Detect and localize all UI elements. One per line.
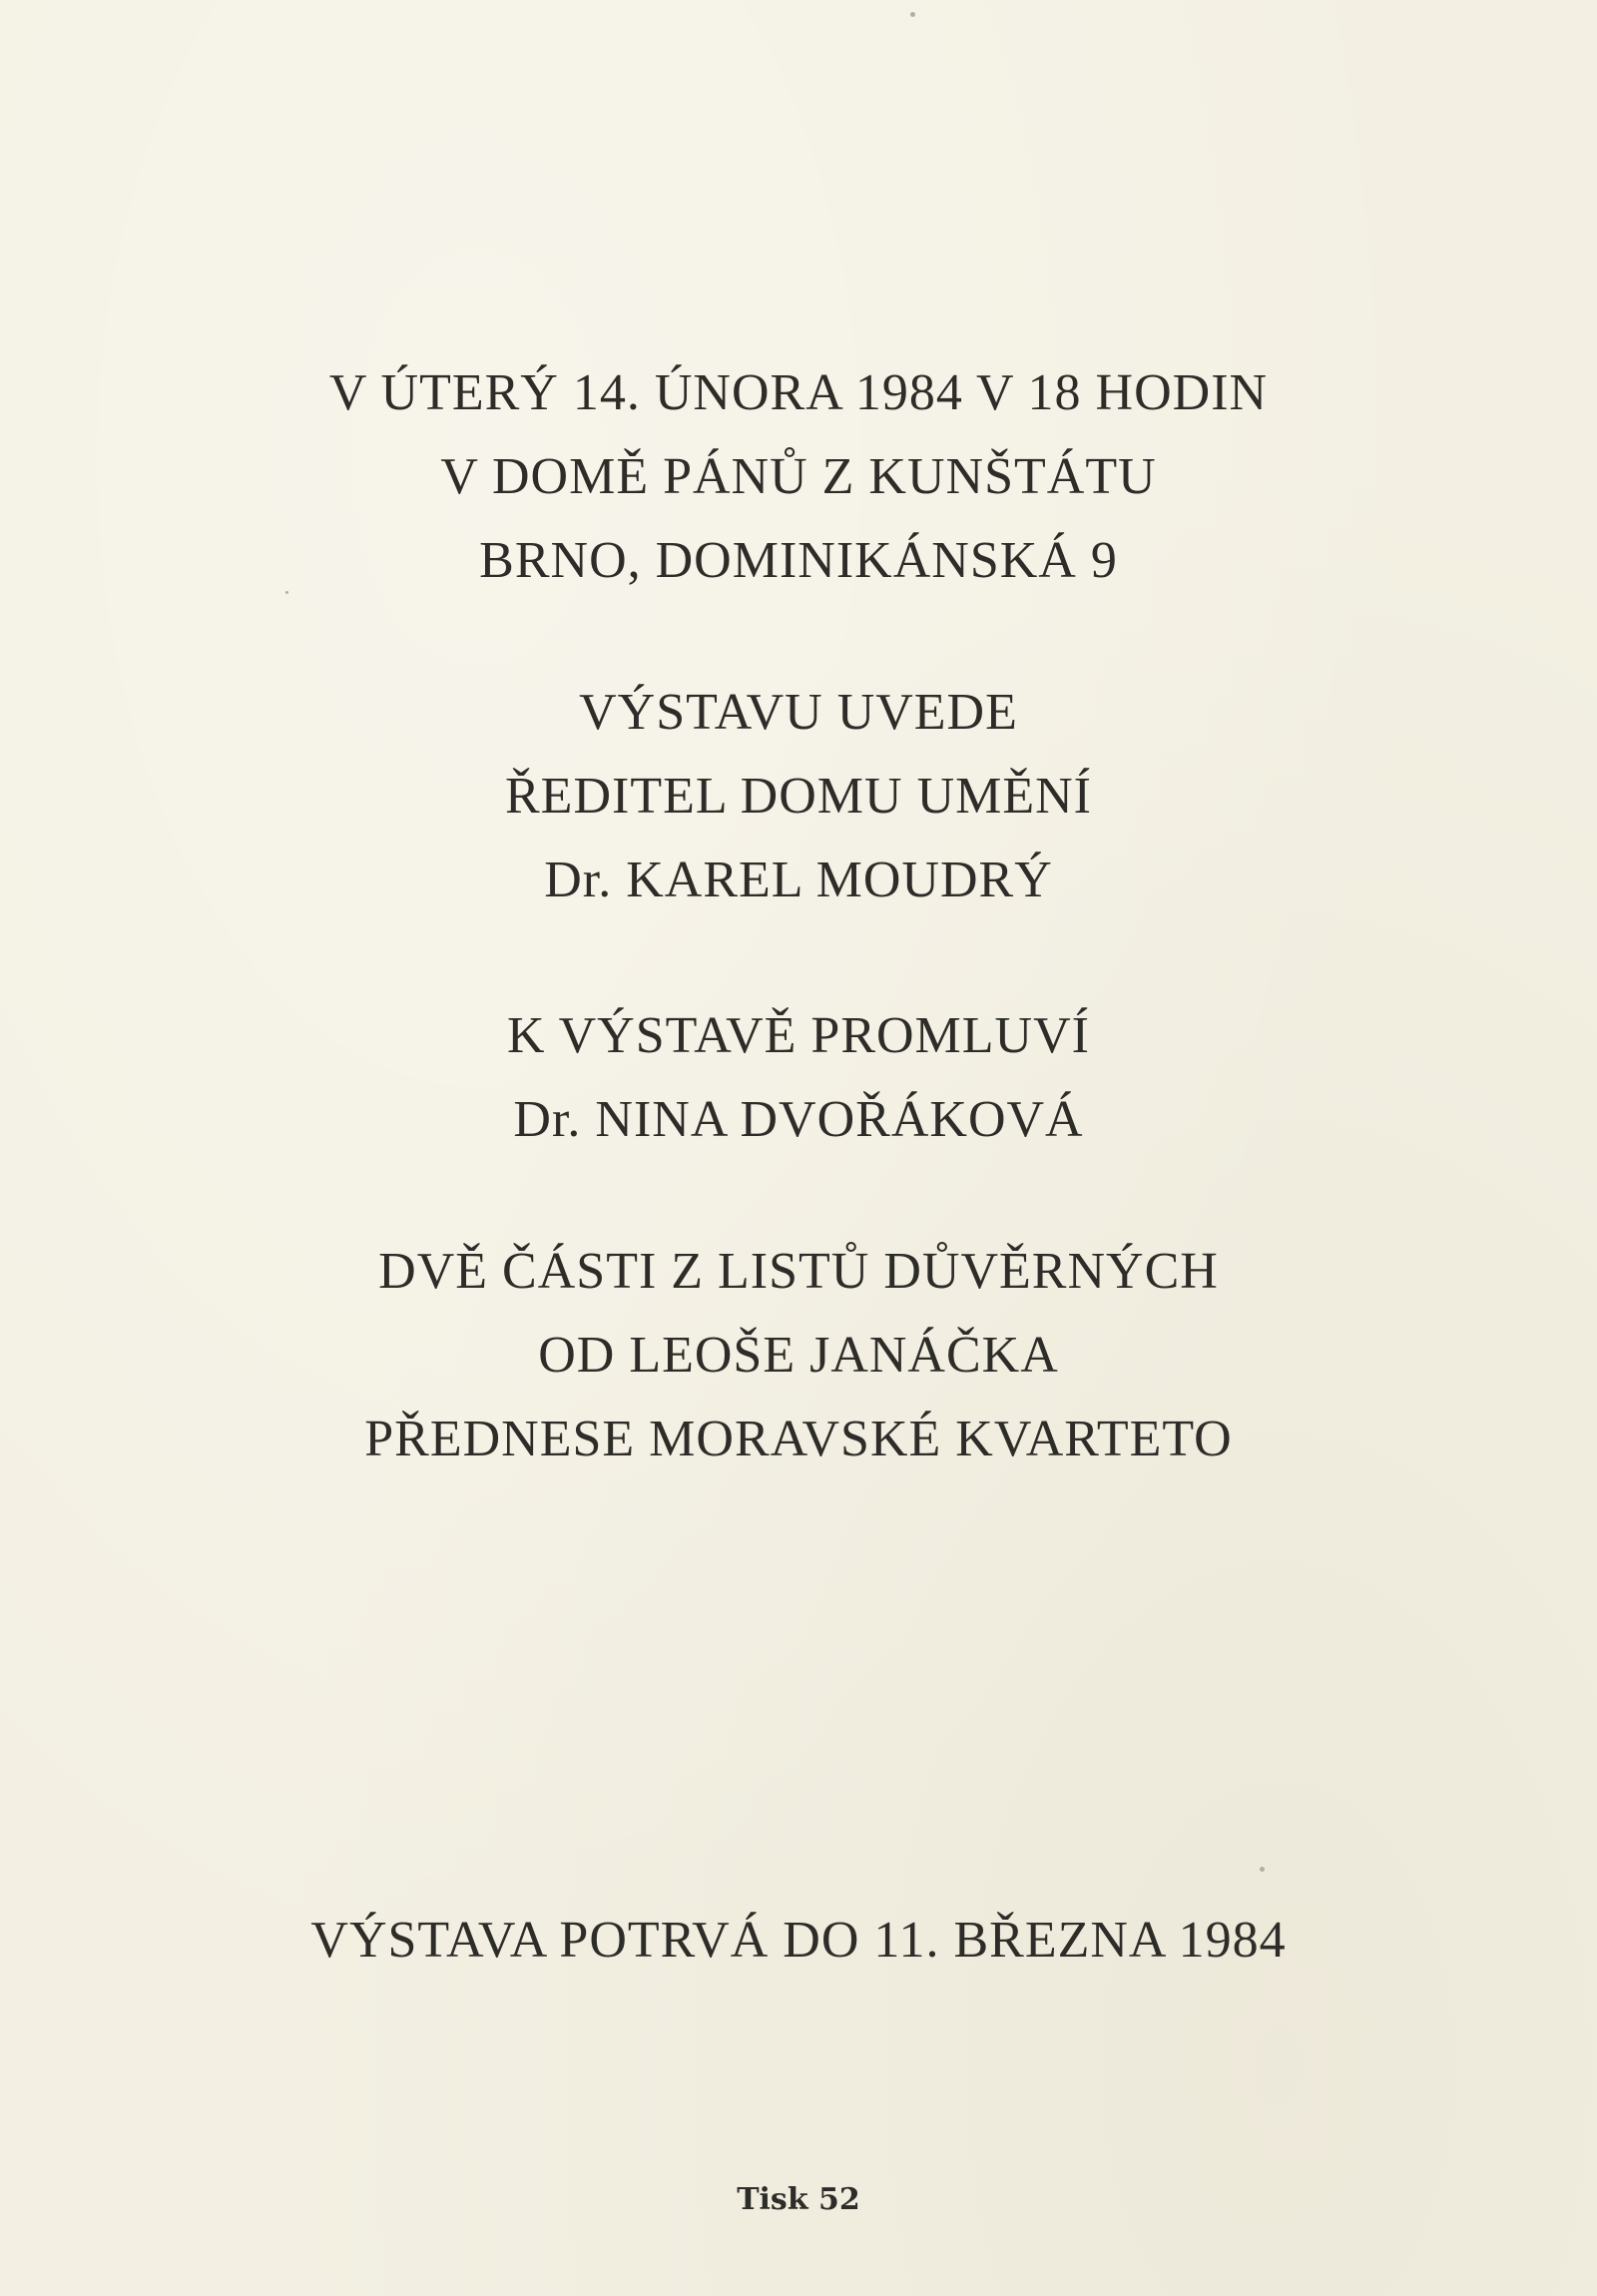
opening-heading: VÝSTAVU UVEDE — [579, 684, 1018, 741]
music-line-2: OD LEOŠE JANÁČKA — [538, 1327, 1059, 1384]
print-number: Tisk 52 — [737, 2182, 860, 2217]
speech-speaker: Dr. NINA DVOŘÁKOVÁ — [513, 1091, 1084, 1148]
opening-speaker: Dr. KAREL MOUDRÝ — [544, 852, 1053, 908]
opening-role: ŘEDITEL DOMU UMĚNÍ — [505, 768, 1092, 825]
speech-heading: K VÝSTAVĚ PROMLUVÍ — [507, 1007, 1090, 1064]
music-line-1: DVĚ ČÁSTI Z LISTŮ DŮVĚRNÝCH — [378, 1243, 1219, 1300]
event-address-line: BRNO, DOMINIKÁNSKÁ 9 — [479, 532, 1118, 589]
event-venue-line: V DOMĚ PÁNŮ Z KUNŠTÁTU — [440, 448, 1157, 505]
paper-speck — [910, 12, 915, 17]
music-line-3: PŘEDNESE MORAVSKÉ KVARTETO — [364, 1411, 1233, 1467]
exhibition-duration: VÝSTAVA POTRVÁ DO 11. BŘEZNA 1984 — [310, 1912, 1287, 1969]
paper-speck — [1260, 1867, 1265, 1872]
event-date-line: V ÚTERÝ 14. ÚNORA 1984 V 18 HODIN — [328, 364, 1269, 421]
paper-speck — [285, 591, 288, 594]
